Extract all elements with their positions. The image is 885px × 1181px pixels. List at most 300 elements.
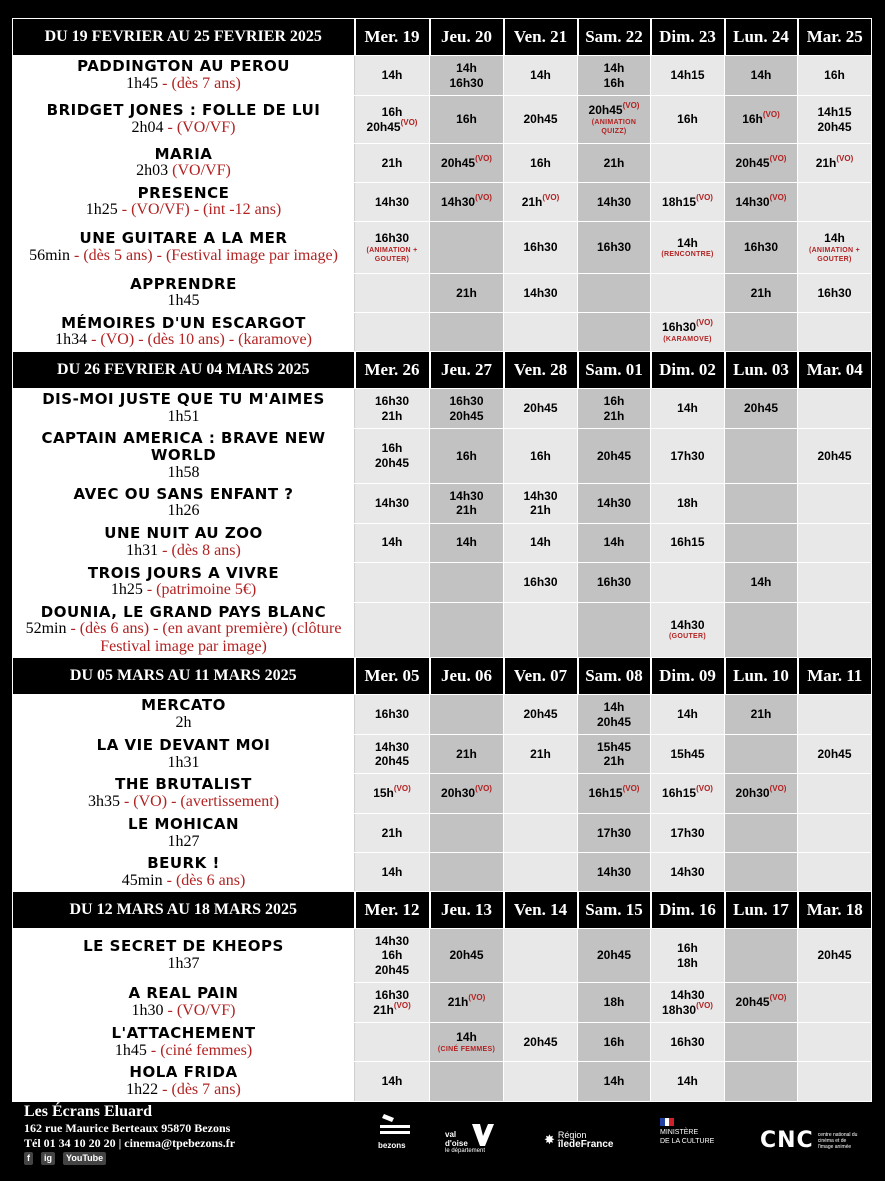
session-cell: [504, 313, 578, 352]
session-cell: [430, 222, 504, 274]
session-time-line: [355, 535, 429, 549]
session-cell: [651, 313, 725, 352]
film-meta: [17, 872, 350, 890]
session-time-line: [355, 1074, 429, 1088]
session-note: GOUTER): [374, 255, 410, 263]
session-time-line: [798, 231, 871, 245]
session-time-line: [725, 707, 797, 721]
ministere-logo: [660, 1118, 735, 1146]
session-time-line: [725, 153, 797, 170]
week-label: DU 26 FEVRIER AU 04 MARS 2025: [13, 352, 355, 389]
session-cell: [578, 814, 651, 853]
film-meta: [17, 75, 350, 93]
session-time-line: [355, 963, 429, 977]
session-time: 16h30: [662, 320, 697, 335]
film-row: [13, 1062, 872, 1102]
session-time-line: [578, 740, 650, 754]
film-info: - (VO) - (dès 10 ans) - (karamove): [87, 331, 312, 349]
session-time-line: [651, 956, 724, 970]
session-time: 21h: [381, 825, 403, 840]
session-time: 20h45: [449, 948, 484, 963]
session-time: 14h: [381, 68, 403, 83]
session-cell: [578, 429, 651, 484]
session-time-line: [430, 948, 503, 962]
session-time: 21h: [750, 285, 772, 300]
session-time-line: [725, 112, 797, 126]
session-cell: [430, 853, 504, 892]
venue-contact[interactable]: Tél 01 34 10 20 20 | cinema@tpebezons.fr: [24, 1136, 236, 1150]
session-time: 20h45: [596, 448, 632, 463]
session-time-line: [578, 786, 650, 800]
film-meta: [17, 331, 350, 349]
session-cell: [504, 144, 578, 183]
session-note: (ANIMATION: [591, 118, 637, 126]
film-duration: 1h30: [131, 1002, 164, 1020]
session-time: 14h: [381, 535, 403, 550]
day-header: Mer. 05: [355, 658, 430, 695]
session-cell: [504, 274, 578, 313]
film-duration: 2h: [175, 714, 192, 732]
film-title: MERCATO: [141, 696, 226, 715]
week-label: DU 19 FEVRIER AU 25 FEVRIER 2025: [13, 19, 355, 56]
film-meta: [17, 542, 350, 560]
film-row: [13, 144, 872, 183]
session-time-line: [355, 456, 429, 470]
session-time-line: [430, 503, 503, 517]
session-time: 14h30: [523, 488, 558, 503]
session-time-line: [725, 286, 797, 300]
session-cell: [504, 1062, 578, 1102]
vo-tag: (VO): [696, 1000, 713, 1010]
film-title: LA VIE DEVANT MOI: [96, 735, 271, 754]
session-time: 20h45: [596, 948, 632, 963]
day-header: Dim. 23: [651, 19, 725, 56]
session-note: (KARAMOVE): [663, 335, 712, 343]
session-time: 16h15: [662, 786, 697, 801]
session-cell: [355, 929, 430, 983]
session-cell: [504, 96, 578, 144]
day-header: Dim. 02: [651, 352, 725, 389]
vo-tag: (VO): [468, 993, 486, 1003]
film-title-cell: [13, 735, 355, 774]
cnc-logo: [760, 1128, 880, 1153]
film-title-cell: [13, 983, 355, 1023]
session-cell: [355, 602, 430, 658]
film-duration: 1h26: [167, 502, 200, 520]
session-time-line: [355, 117, 429, 134]
session-cell: [504, 929, 578, 983]
session-cell: [651, 562, 725, 602]
facebook-icon[interactable]: f: [24, 1152, 33, 1165]
film-meta: [17, 292, 350, 310]
film-duration: 1h34: [55, 331, 88, 349]
session-cell: [430, 144, 504, 183]
film-duration: 2h03: [136, 162, 169, 180]
film-meta: [17, 464, 350, 482]
film-duration: 1h31: [126, 541, 159, 559]
session-cell: [798, 183, 872, 222]
session-time-line: [578, 700, 650, 714]
session-cell: [651, 144, 725, 183]
film-row: [13, 523, 872, 562]
session-time: 14h15: [817, 105, 852, 120]
session-time: 16h15: [670, 535, 705, 550]
session-time: 16h: [381, 105, 403, 120]
session-cell: [355, 274, 430, 313]
session-cell: [430, 183, 504, 222]
session-time: 14h30: [374, 739, 410, 754]
session-cell: [504, 853, 578, 892]
session-time-line: [430, 489, 503, 503]
session-time: 21h: [373, 1002, 394, 1017]
session-cell: [578, 96, 651, 144]
session-cell: [578, 144, 651, 183]
session-time: 16h30: [374, 394, 410, 409]
vo-tag: (VO): [400, 117, 418, 127]
session-cell: [430, 389, 504, 429]
film-row: [13, 389, 872, 429]
session-time-line: [430, 535, 503, 549]
session-time: 16h: [603, 394, 625, 409]
session-cell: [578, 222, 651, 274]
cnc-subtitle: centre national du cinéma et de l'image animée: [817, 1131, 858, 1150]
session-time-line: [651, 192, 724, 209]
session-time: 20h45: [449, 408, 484, 423]
session-cell: [430, 429, 504, 484]
session-cell: [725, 929, 798, 983]
session-cell: [725, 183, 798, 222]
social-links: [24, 1152, 235, 1165]
session-cell: [504, 483, 578, 523]
film-row: [13, 429, 872, 484]
youtube-icon[interactable]: YouTube: [63, 1152, 106, 1165]
session-cell: [725, 523, 798, 562]
session-cell: [651, 853, 725, 892]
session-time: 16h30: [374, 707, 410, 722]
session-time: 16h: [603, 1034, 625, 1049]
film-title: BEURK !: [147, 853, 220, 872]
session-time: 15h45: [670, 746, 705, 761]
session-time: 14h: [456, 61, 477, 76]
session-cell: [798, 774, 872, 814]
session-cell: [355, 483, 430, 523]
session-time-line: [430, 449, 503, 463]
week-header: [13, 892, 872, 929]
vo-tag: (VO): [762, 110, 780, 120]
instagram-icon[interactable]: ig: [41, 1152, 55, 1165]
session-time-line: [578, 865, 650, 879]
session-time: 16h30: [596, 240, 632, 255]
session-time-line: [578, 449, 650, 463]
session-time: 20h45: [374, 455, 410, 470]
session-time-line: [504, 112, 577, 126]
session-time: 16h30: [374, 231, 410, 246]
session-cell: [798, 853, 872, 892]
session-cell: [798, 274, 872, 313]
session-time: 16h: [381, 441, 403, 456]
day-header: Ven. 14: [504, 892, 578, 929]
session-cell: [430, 602, 504, 658]
day-header: Lun. 17: [725, 892, 798, 929]
session-time: 14h30: [449, 488, 484, 503]
session-time-line: [355, 934, 429, 948]
schedule-table: [12, 18, 872, 1102]
session-time: 21h: [815, 155, 837, 170]
film-row: [13, 735, 872, 774]
session-time-line: [578, 1074, 650, 1088]
session-cell: [725, 96, 798, 144]
session-time-line: [355, 156, 429, 170]
session-time: 14h: [530, 535, 551, 550]
session-time-line: [578, 76, 650, 90]
film-row: [13, 814, 872, 853]
session-cell: [355, 389, 430, 429]
session-time-line: [430, 192, 503, 209]
region-text-a: Région: [557, 1130, 587, 1140]
vo-tag: (VO): [393, 1000, 411, 1010]
session-cell: [430, 274, 504, 313]
session-cell: [798, 222, 872, 274]
region-logo: [544, 1130, 634, 1150]
session-cell: [651, 183, 725, 222]
session-time: 14h: [381, 1074, 403, 1089]
session-time: 18h: [603, 995, 625, 1010]
cnc-text: CNC: [760, 1128, 814, 1153]
session-time-line: [578, 575, 650, 589]
film-duration: 1h51: [167, 407, 200, 425]
session-time: 14h30: [596, 495, 632, 510]
session-cell: [725, 774, 798, 814]
session-time-line: [725, 786, 797, 800]
session-cell: [504, 735, 578, 774]
session-cell: [798, 1062, 872, 1102]
session-cell: [578, 695, 651, 735]
session-cell: [651, 814, 725, 853]
session-time-line: [355, 394, 429, 408]
day-header: Jeu. 27: [430, 352, 504, 389]
session-time: 16h30: [817, 285, 852, 300]
session-cell: [504, 602, 578, 658]
film-meta: [17, 247, 350, 265]
session-cell: [651, 602, 725, 658]
film-row: [13, 983, 872, 1023]
film-title-cell: [13, 222, 355, 274]
session-cell: [798, 144, 872, 183]
session-note: (ANIMATION +: [366, 246, 418, 254]
session-time: 20h30: [735, 786, 770, 801]
session-time-line: [798, 120, 871, 134]
session-cell: [725, 735, 798, 774]
session-time-line: [430, 286, 503, 300]
film-row: [13, 929, 872, 983]
session-time-line: [798, 105, 871, 119]
session-cell: [725, 562, 798, 602]
session-time: 21h: [603, 754, 625, 769]
valdoise-text-c: le département: [445, 1148, 486, 1154]
session-time: 16h: [824, 68, 845, 83]
session-cell: [798, 523, 872, 562]
film-duration: 1h25: [85, 201, 118, 219]
session-cell: [578, 183, 651, 222]
session-time: 14h: [677, 707, 698, 722]
session-time: 21h: [456, 503, 477, 517]
session-cell: [355, 1062, 430, 1102]
session-cell: [798, 56, 872, 96]
film-info: - (dès 6 ans) - (en avant première) (clôture Festival image par image): [66, 620, 342, 656]
day-header: Sam. 22: [578, 19, 651, 56]
ministere-text-b: DE LA CULTURE: [660, 1138, 715, 1145]
vo-tag: (VO): [542, 192, 560, 202]
session-time-line: [504, 535, 577, 549]
film-duration: 1h31: [167, 753, 200, 771]
session-time-line: [578, 61, 650, 75]
film-title-cell: [13, 483, 355, 523]
film-title: A REAL PAIN: [128, 984, 239, 1003]
film-row: [13, 222, 872, 274]
session-time-line: [651, 1074, 724, 1088]
session-cell: [578, 853, 651, 892]
session-time-line: [430, 76, 503, 90]
session-cell: [430, 562, 504, 602]
film-row: [13, 274, 872, 313]
film-title-cell: [13, 144, 355, 183]
session-cell: [430, 1062, 504, 1102]
session-cell: [651, 56, 725, 96]
bezons-logo-mark: [378, 1112, 412, 1136]
session-cell: [430, 695, 504, 735]
session-cell: [725, 853, 798, 892]
day-header: Ven. 07: [504, 658, 578, 695]
session-cell: [504, 1023, 578, 1062]
session-time: 16h30: [449, 75, 484, 90]
session-cell: [355, 313, 430, 352]
session-cell: [798, 389, 872, 429]
session-cell: [355, 814, 430, 853]
session-time-line: [430, 394, 503, 408]
session-time: 20h45: [735, 995, 770, 1010]
ministere-text-a: MINISTÈRE: [660, 1129, 699, 1136]
session-time-line: [504, 489, 577, 503]
session-cell: [578, 602, 651, 658]
film-meta: [17, 833, 350, 851]
session-time-line: [578, 195, 650, 209]
session-time-line: [430, 786, 503, 800]
session-note: (CINÉ FEMMES): [437, 1045, 496, 1053]
session-cell: [355, 1023, 430, 1062]
day-header: Sam. 15: [578, 892, 651, 929]
session-time-line: [798, 948, 871, 962]
session-time-line: [504, 240, 577, 254]
day-header: Mar. 18: [798, 892, 872, 929]
session-time-line: [798, 449, 871, 463]
session-cell: [651, 389, 725, 429]
session-time: 16h30: [523, 574, 558, 589]
session-cell: [725, 222, 798, 274]
session-time: 14h30: [441, 194, 476, 209]
session-cell: [578, 929, 651, 983]
session-time-line: [725, 240, 797, 254]
film-title-cell: [13, 96, 355, 144]
footer: [24, 1103, 235, 1165]
session-time: 14h: [530, 68, 551, 83]
session-cell: [725, 274, 798, 313]
film-title: THE BRUTALIST: [115, 775, 252, 794]
session-time-line: [504, 449, 577, 463]
session-time: 14h: [603, 1074, 625, 1089]
session-time-line: [355, 231, 429, 245]
session-time-line: [504, 575, 577, 589]
session-time-line: [651, 1000, 724, 1017]
session-time-line: [355, 441, 429, 455]
session-cell: [725, 602, 798, 658]
session-cell: [355, 183, 430, 222]
valdoise-v-mark: [470, 1122, 496, 1148]
session-time-line: [798, 286, 871, 300]
session-time-line: [651, 618, 724, 632]
film-title-cell: [13, 274, 355, 313]
session-time: 21h: [447, 995, 469, 1010]
session-time: 21h: [381, 408, 403, 423]
session-cell: [355, 222, 430, 274]
film-meta: [17, 119, 350, 137]
film-duration: 1h37: [167, 955, 200, 973]
session-cell: [798, 429, 872, 484]
session-time-line: [355, 754, 429, 768]
session-cell: [798, 313, 872, 352]
session-time-line: [355, 988, 429, 1002]
session-time-line: [504, 286, 577, 300]
session-time: 14h30: [735, 194, 770, 209]
session-time: 16h: [381, 948, 403, 963]
film-title: HOLA FRIDA: [129, 1063, 238, 1082]
film-duration: 1h45: [167, 292, 200, 310]
film-info: - (VO/VF): [163, 1002, 236, 1020]
film-title-cell: [13, 313, 355, 352]
day-header: Lun. 24: [725, 19, 798, 56]
session-time: 21h: [456, 746, 477, 761]
vo-tag: (VO): [769, 192, 787, 202]
session-time-line: [578, 394, 650, 408]
session-cell: [430, 814, 504, 853]
film-title-cell: [13, 429, 355, 484]
valdoise-text-b: d'oise: [445, 1139, 468, 1148]
session-note: (GOUTER): [668, 633, 706, 641]
film-info: - (dès 5 ans) - (Festival image par image): [69, 246, 338, 264]
vo-tag: (VO): [475, 192, 492, 202]
session-time: 20h45: [441, 155, 476, 170]
session-time: 14h30: [523, 285, 558, 300]
film-info: - (dès 6 ans): [162, 871, 246, 889]
day-header: Mer. 12: [355, 892, 430, 929]
film-title: UNE NUIT AU ZOO: [104, 524, 263, 543]
venue-address: 162 rue Maurice Berteaux 95870 Bezons: [24, 1121, 231, 1135]
session-time: 14h: [750, 574, 772, 589]
session-time-line: [651, 449, 724, 463]
session-time: 20h45: [374, 962, 410, 977]
session-time: 14h: [381, 864, 403, 879]
session-cell: [651, 523, 725, 562]
week-header: [13, 19, 872, 56]
session-cell: [725, 695, 798, 735]
session-time-line: [355, 826, 429, 840]
session-time: 20h45: [735, 155, 770, 170]
film-meta: [17, 201, 350, 219]
week-header: [13, 658, 872, 695]
session-cell: [651, 695, 725, 735]
day-header: Mar. 04: [798, 352, 872, 389]
film-title-cell: [13, 183, 355, 222]
session-time: 14h: [456, 535, 477, 550]
